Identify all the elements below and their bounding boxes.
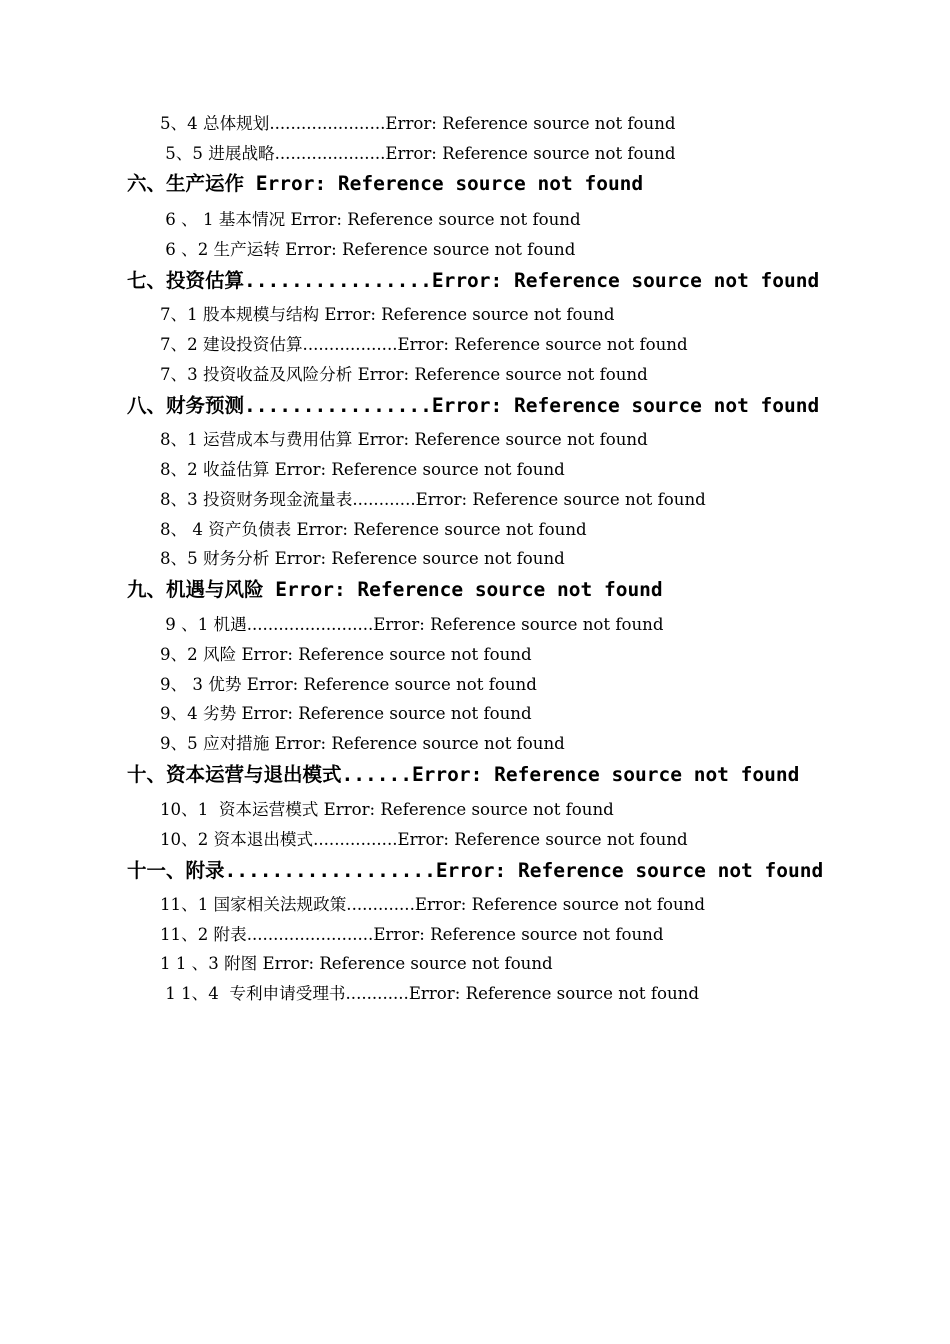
toc-entry-11-2[interactable]: 11、2 附表........................Error: Reference source not found [160, 925, 664, 944]
toc-entry-9-5[interactable]: 9、5 应对措施 Error: Reference source not found [160, 734, 565, 753]
toc-entry-8-5[interactable]: 8、5 财务分析 Error: Reference source not found [160, 549, 565, 568]
toc-chapter-6[interactable]: 六、生产运作 Error: Reference source not found [127, 172, 644, 195]
toc-entry-8-2[interactable]: 8、2 收益估算 Error: Reference source not found [160, 460, 565, 479]
toc-chapter-7[interactable]: 七、投资估算................Error: Reference source not found [127, 269, 820, 292]
toc-chapter-11[interactable]: 十一、附录..................Error: Reference source not found [127, 859, 824, 882]
toc-entry-5-5[interactable]: 5、5 进展战略.....................Error: Reference source not found [160, 144, 676, 163]
toc-chapter-10[interactable]: 十、资本运营与退出模式......Error: Reference source not found [127, 763, 800, 786]
toc-entry-7-1[interactable]: 7、1 股本规模与结构 Error: Reference source not found [160, 305, 615, 324]
toc-entry-5-4[interactable]: 5、4 总体规划......................Error: Reference source not found [160, 114, 676, 133]
toc-entry-9-1[interactable]: 9 、1 机遇........................Error: Reference source not found [160, 615, 664, 634]
toc-entry-11-4[interactable]: 1 1、4 专利申请受理书............Error: Reference source not found [160, 984, 699, 1003]
toc-entry-7-2[interactable]: 7、2 建设投资估算..................Error: Reference source not found [160, 335, 688, 354]
toc-entry-9-3[interactable]: 9、 3 优势 Error: Reference source not found [160, 675, 537, 694]
toc-entry-11-3[interactable]: 1 1 、3 附图 Error: Reference source not found [160, 954, 553, 973]
toc-chapter-9[interactable]: 九、机遇与风险 Error: Reference source not found [127, 578, 663, 601]
toc-entry-9-2[interactable]: 9、2 风险 Error: Reference source not found [160, 645, 532, 664]
toc-entry-10-2[interactable]: 10、2 资本退出模式................Error: Reference source not found [160, 830, 688, 849]
toc-entry-6-1[interactable]: 6 、 1 基本情况 Error: Reference source not found [160, 210, 581, 229]
toc-entry-7-3[interactable]: 7、3 投资收益及风险分析 Error: Reference source not found [160, 365, 648, 384]
toc-entry-9-4[interactable]: 9、4 劣势 Error: Reference source not found [160, 704, 532, 723]
toc-entry-6-2[interactable]: 6 、2 生产运转 Error: Reference source not found [160, 240, 576, 259]
toc-chapter-8[interactable]: 八、财务预测................Error: Reference source not found [127, 394, 820, 417]
toc-entry-8-3[interactable]: 8、3 投资财务现金流量表............Error: Reference source not found [160, 490, 706, 509]
toc-entry-8-4[interactable]: 8、 4 资产负债表 Error: Reference source not found [160, 520, 587, 539]
toc-entry-10-1[interactable]: 10、1 资本运营模式 Error: Reference source not found [160, 800, 614, 819]
toc-entry-8-1[interactable]: 8、1 运营成本与费用估算 Error: Reference source not found [160, 430, 648, 449]
toc-entry-11-1[interactable]: 11、1 国家相关法规政策.............Error: Reference source not found [160, 895, 705, 914]
